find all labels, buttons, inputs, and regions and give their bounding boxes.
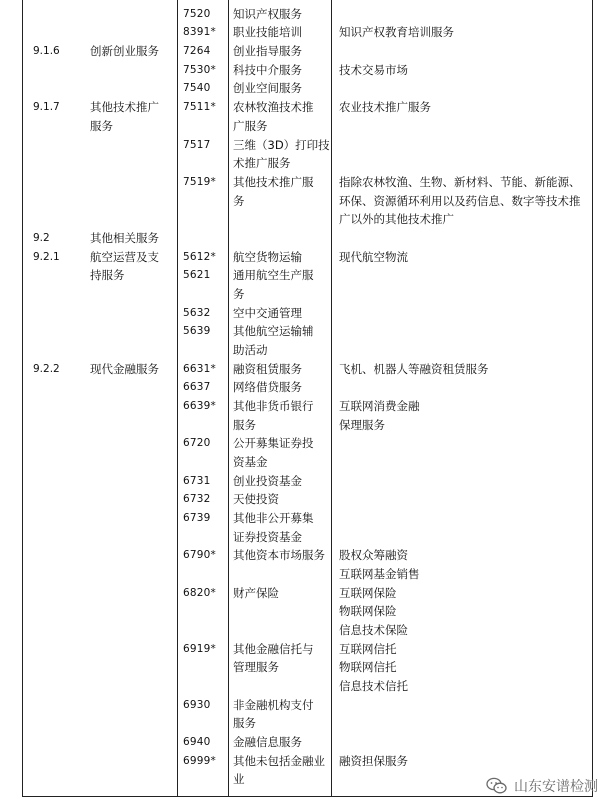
industry-name: 其他资本市场服务	[233, 548, 325, 562]
industry-name: 非金融机构支付	[233, 698, 314, 712]
industry-name: 管理服务	[233, 660, 279, 674]
industry-code: 7530*	[183, 64, 216, 76]
description: 技术交易市场	[339, 63, 408, 77]
category-name: 服务	[90, 119, 113, 133]
description: 股权众筹融资	[339, 548, 408, 562]
industry-name: 通用航空生产服	[233, 268, 314, 282]
industry-name: 其他非公开募集	[233, 511, 314, 525]
description: 互联网信托	[339, 642, 397, 656]
category-name: 持服务	[90, 268, 125, 282]
industry-name: 服务	[233, 716, 256, 730]
wechat-icon	[486, 777, 508, 795]
industry-name: 创业指导服务	[233, 44, 302, 58]
industry-code: 7540	[183, 82, 211, 94]
industry-code: 6940	[183, 736, 211, 748]
table-bottom-border	[22, 796, 593, 797]
industry-name: 业	[233, 772, 245, 786]
industry-name: 服务	[233, 418, 256, 432]
description: 知识产权教育培训服务	[339, 25, 454, 39]
industry-name: 空中交通管理	[233, 306, 302, 320]
industry-name: 务	[233, 287, 245, 301]
industry-code: 7511*	[183, 101, 216, 113]
industry-name: 其他技术推广服	[233, 175, 314, 189]
description: 融资担保服务	[339, 754, 408, 768]
description: 飞机、机器人等融资租赁服务	[339, 362, 489, 376]
industry-name: 航空货物运输	[233, 250, 302, 264]
industry-code: 6639*	[183, 400, 216, 412]
industry-name: 其他金融信托与	[233, 642, 314, 656]
category-name: 现代金融服务	[90, 362, 159, 376]
category-name: 航空运营及支	[90, 250, 159, 264]
industry-name: 农林牧渔技术推	[233, 100, 314, 114]
industry-code: 8391*	[183, 26, 216, 38]
industry-name: 资基金	[233, 455, 268, 469]
description: 互联网保险	[339, 586, 397, 600]
industry-name: 科技中介服务	[233, 63, 302, 77]
description: 农业技术推广服务	[339, 100, 431, 114]
industry-code: 7517	[183, 139, 211, 151]
industry-name: 务	[233, 194, 245, 208]
industry-code: 5621	[183, 269, 211, 281]
column-divider-item	[228, 0, 229, 796]
column-divider-desc	[331, 0, 332, 796]
industry-code: 5639	[183, 325, 211, 337]
description: 信息技术保险	[339, 623, 408, 637]
industry-name: 广服务	[233, 119, 268, 133]
industry-name: 其他航空运输辅	[233, 324, 314, 338]
description: 互联网基金销售	[339, 567, 420, 581]
industry-code: 6720	[183, 437, 211, 449]
industry-code: 6820*	[183, 587, 216, 599]
section-number: 9.2	[33, 232, 50, 244]
description: 广以外的其他技术推广	[339, 212, 454, 226]
description: 环保、资源循环利用以及药信息、数字等技术推	[339, 194, 581, 208]
industry-name: 创业投资基金	[233, 474, 302, 488]
section-number: 9.1.7	[33, 101, 60, 113]
industry-code: 7520	[183, 8, 211, 20]
description: 指除农林牧渔、生物、新材料、节能、新能源、	[339, 175, 581, 189]
industry-code: 7519*	[183, 176, 216, 188]
section-number: 9.2.1	[33, 251, 60, 263]
industry-code: 6930	[183, 699, 211, 711]
industry-name: 融资租赁服务	[233, 362, 302, 376]
description: 互联网消费金融	[339, 399, 420, 413]
industry-name: 证券投资基金	[233, 530, 302, 544]
section-number: 9.2.2	[33, 363, 60, 375]
category-name: 创新创业服务	[90, 44, 159, 58]
industry-name: 网络借贷服务	[233, 380, 302, 394]
description: 现代航空物流	[339, 250, 408, 264]
industry-name: 知识产权服务	[233, 7, 302, 21]
description: 保理服务	[339, 418, 385, 432]
section-number: 9.1.6	[33, 45, 60, 57]
industry-name: 财产保险	[233, 586, 279, 600]
industry-name: 天使投资	[233, 492, 279, 506]
industry-code: 6732	[183, 493, 211, 505]
industry-name: 创业空间服务	[233, 81, 302, 95]
industry-name: 金融信息服务	[233, 735, 302, 749]
description: 物联网保险	[339, 604, 397, 618]
industry-name: 术推广服务	[233, 156, 291, 170]
description: 物联网信托	[339, 660, 397, 674]
industry-code: 7264	[183, 45, 211, 57]
table-left-border	[22, 0, 23, 796]
category-name: 其他技术推广	[90, 100, 159, 114]
industry-code: 6731	[183, 475, 211, 487]
industry-code: 5632	[183, 307, 211, 319]
industry-name: 助活动	[233, 343, 268, 357]
industry-code: 6739	[183, 512, 211, 524]
category-name: 其他相关服务	[90, 231, 159, 245]
industry-code: 6631*	[183, 363, 216, 375]
industry-code: 6919*	[183, 643, 216, 655]
table-right-border	[592, 0, 593, 796]
industry-code: 6999*	[183, 755, 216, 767]
industry-name: 职业技能培训	[233, 25, 302, 39]
industry-name: 公开募集证券投	[233, 436, 314, 450]
industry-code: 6637	[183, 381, 211, 393]
industry-name: 其他未包括金融业	[233, 754, 325, 768]
column-divider-code	[177, 0, 178, 796]
description: 信息技术信托	[339, 679, 408, 693]
industry-code: 5612*	[183, 251, 216, 263]
watermark-text: 山东安谱检测	[514, 779, 598, 795]
watermark	[486, 776, 598, 796]
industry-name: 其他非货币银行	[233, 399, 314, 413]
industry-name: 三维（3D）打印技	[233, 138, 330, 152]
industry-code: 6790*	[183, 549, 216, 561]
